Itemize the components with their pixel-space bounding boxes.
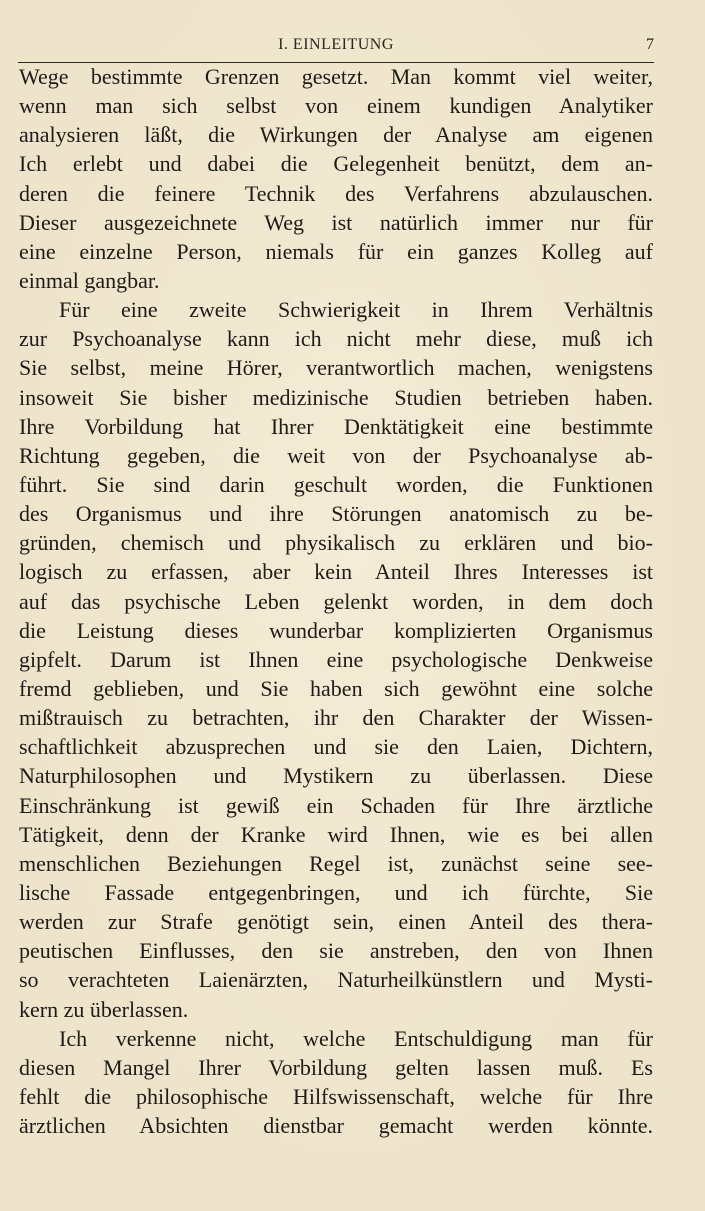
chapter-title: I. EINLEITUNG (278, 36, 394, 53)
text-line: peutischen Einflusses, den sie anstreben, den von Ihnen (19, 938, 653, 964)
text-line: Dieser ausgezeichnete Weg ist natürlich immer nur für (19, 209, 653, 235)
paragraph-2 (19, 295, 653, 1024)
text-line: Tätigkeit, denn der Kranke wird Ihnen, wie es bei allen (19, 821, 653, 847)
text-line: deren die feinere Technik des Verfahrens abzulauschen. (19, 180, 653, 206)
text-line: logisch zu erfassen, aber kein Anteil Ihres Interesses ist (19, 559, 653, 585)
text-line: Für eine zweite Schwierigkeit in Ihrem Verhältnis (59, 297, 653, 323)
text-line: so verachteten Laienärzten, Naturheilkünstlern und Mysti- (19, 967, 653, 993)
text-line: schaftlichkeit abzusprechen und sie den Laien, Dichtern, (19, 734, 653, 760)
page-number: 7 (646, 36, 654, 53)
text-line: lische Fassade entgegenbringen, und ich fürchte, Sie (19, 879, 653, 905)
text-line: Naturphilosophen und Mystikern zu überlassen. Diese (19, 763, 653, 789)
text-line: zur Psychoanalyse kann ich nicht mehr diese, muß ich (19, 326, 653, 352)
text-line: fehlt die philosophische Hilfswissenschaft, welche für Ihre (19, 1083, 653, 1109)
text-line: insoweit Sie bisher medizinische Studien betrieben haben. (19, 384, 653, 410)
text-line: Einschränkung ist gewiß ein Schaden für Ihre ärztliche (19, 792, 653, 818)
text-line: des Organismus und ihre Störungen anatomisch zu be- (19, 501, 653, 527)
paragraph-3 (19, 1024, 653, 1141)
text-line: Wege bestimmte Grenzen gesetzt. Man kommt viel weiter, (19, 64, 653, 89)
text-line: kern zu überlassen. (19, 996, 189, 1022)
text-line: ärztlichen Absichten dienstbar gemacht werden könnte. (19, 1113, 653, 1139)
text-line: Ihre Vorbildung hat Ihrer Denktätigkeit eine bestimmte (19, 413, 653, 439)
text-line: Ich verkenne nicht, welche Entschuldigung man für (59, 1025, 653, 1051)
text-line: eine einzelne Person, niemals für ein ganzes Kolleg auf (19, 238, 653, 264)
body-text (19, 62, 653, 1140)
paragraph-1 (19, 62, 653, 295)
text-line: mißtrauisch zu betrachten, ihr den Charakter der Wissen- (19, 705, 653, 731)
text-line: einmal gangbar. (19, 267, 160, 293)
text-line: menschlichen Beziehungen Regel ist, zunächst seine see- (19, 850, 653, 876)
text-line: führt. Sie sind darin geschult worden, die Funktionen (19, 471, 653, 497)
text-line: wenn man sich selbst von einem kundigen Analytiker (19, 93, 653, 119)
text-line: analysieren läßt, die Wirkungen der Analyse am eigenen (19, 122, 653, 148)
text-line: werden zur Strafe genötigt sein, einen Anteil des thera- (19, 909, 653, 935)
text-line: gipfelt. Darum ist Ihnen eine psychologische Denkweise (19, 646, 653, 672)
text-line: Richtung gegeben, die weit von der Psychoanalyse ab- (19, 442, 653, 468)
text-line: die Leistung dieses wunderbar komplizierten Organismus (19, 617, 653, 643)
text-line: Sie selbst, meine Hörer, verantwortlich machen, wenigstens (19, 355, 653, 381)
text-line: diesen Mangel Ihrer Vorbildung gelten lassen muß. Es (19, 1054, 653, 1080)
text-line: auf das psychische Leben gelenkt worden, in dem doch (19, 588, 653, 614)
text-line: fremd geblieben, und Sie haben sich gewöhnt eine solche (19, 675, 653, 701)
text-line: gründen, chemisch und physikalisch zu erklären und bio- (19, 530, 653, 556)
text-line: Ich erlebt und dabei die Gelegenheit benützt, dem an- (19, 151, 653, 177)
running-header (18, 36, 654, 58)
